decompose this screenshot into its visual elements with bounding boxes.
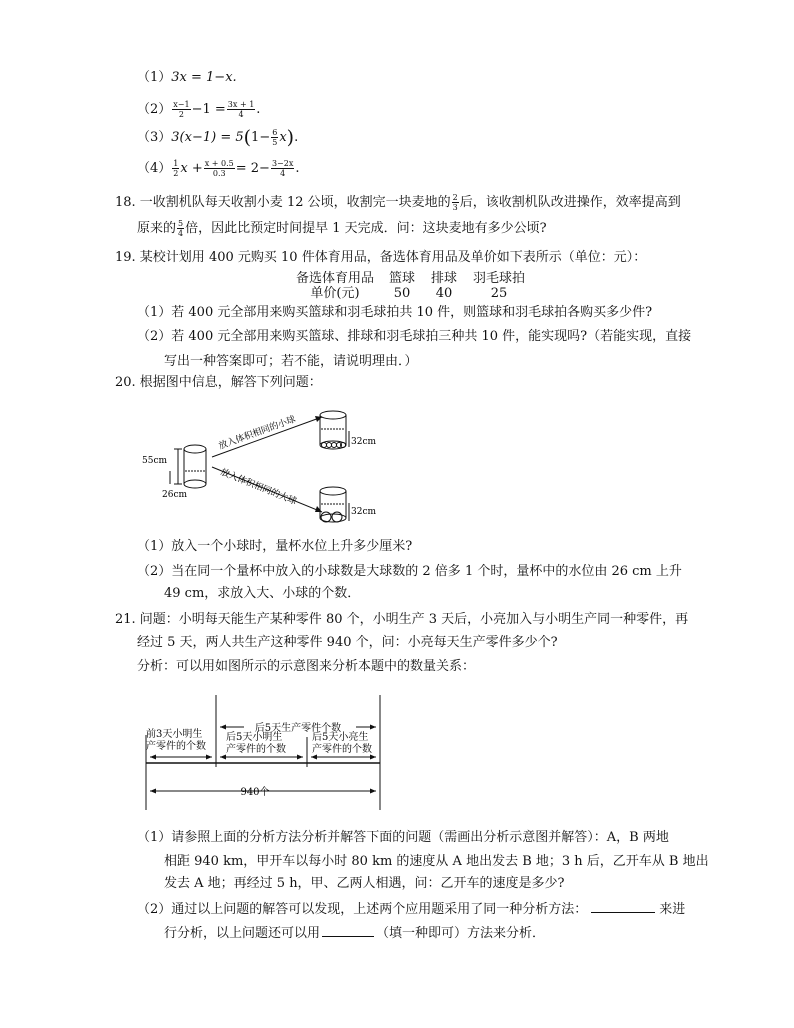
- fraction-denominator: 5: [272, 138, 278, 147]
- q21-analysis: 分析：可以用如图所示的示意图来分析本题中的数量关系：: [137, 659, 476, 674]
- fraction-numerator: x−1: [173, 100, 190, 109]
- paren-close: ): [286, 126, 295, 149]
- analysis-diagram: [140, 695, 390, 813]
- q17-part3-var: x: [279, 130, 287, 145]
- fraction-numerator: x + 0.5: [204, 159, 234, 168]
- q17-part1-num: （1）: [137, 70, 172, 85]
- q20-part1: （1）放入一个小球时，量杯水位上升多少厘米?: [137, 539, 413, 554]
- answer-blank-method[interactable]: [591, 900, 655, 913]
- diagram-label-left-a: 前3天小明生: [146, 729, 203, 740]
- q17-part3: [137, 128, 298, 147]
- label-26cm: 26cm: [162, 490, 188, 500]
- arrow-label-top: 放入体积相同的小球: [217, 414, 298, 452]
- fraction-denominator: 2: [178, 110, 184, 119]
- q18-text-d: 倍，因此比预定时间提早 1 天完成．问：这块麦地有多少公顷?: [185, 221, 547, 236]
- label-55cm: 55cm: [142, 456, 168, 466]
- q21-part1-line2: 相距 940 km，甲开车以每小时 80 km 的速度从 A 地出发去 B 地；3 h 后，乙开车从 B 地出: [164, 854, 709, 869]
- fraction-denominator: 0.3: [212, 169, 226, 178]
- fraction-numerator: 1: [173, 159, 179, 168]
- price-table-header: [288, 271, 532, 286]
- price-table-row: [288, 286, 532, 301]
- q17-part2-num: （2）: [137, 102, 172, 117]
- diagram-label-total: 940个: [240, 787, 270, 798]
- diagram-label-mid-a: 后5天小明生: [226, 732, 283, 743]
- measuring-cup-figure: [140, 405, 390, 530]
- q19-part1: （1）若 400 元全部用来购买篮球和羽毛球拍共 10 件，则篮球和羽毛球拍各购买多少件?: [137, 305, 653, 320]
- q18-line1: [115, 193, 681, 212]
- q17-part1: [137, 69, 237, 87]
- q18-line2: [137, 219, 547, 238]
- q20-stem: 20. 根据图中信息，解答下列问题：: [115, 375, 322, 390]
- arrow-to-top-cup: [212, 417, 322, 457]
- table-header-item: 备选体育用品: [295, 271, 374, 286]
- q17-part4-num: （4）: [137, 161, 172, 176]
- q21-part1-line1: （1）请参照上面的分析方法分析并解答下面的问题（需画出分析示意图并解答）：A，B 两地: [137, 830, 669, 845]
- table-cell-price: 40: [435, 286, 453, 301]
- measuring-cup-big-balls: [320, 487, 346, 522]
- table-header-racket: 羽毛球拍: [472, 271, 525, 286]
- q17-part1-eq: 3x = 1−x.: [171, 70, 237, 85]
- q21-part2-line2: [164, 924, 545, 943]
- q21-part2-line1: [137, 900, 685, 919]
- fraction: [271, 128, 278, 147]
- answer-blank-alternative[interactable]: [322, 924, 374, 937]
- fraction-numerator: 3−2x: [271, 159, 294, 168]
- q17-part4-b: = 2−: [235, 161, 270, 176]
- fraction: [204, 159, 235, 178]
- diagram-label-right-a: 后5天小亮生: [312, 732, 369, 743]
- q17-part3-end: .: [294, 130, 299, 145]
- q18-text-a: 18. 一收割机队每天收割小麦 12 公顷，收割完一块麦地的: [115, 195, 451, 210]
- q17-part2-end: .: [256, 102, 261, 117]
- q20-part2-line2: 49 cm，求放入大、小球的个数．: [164, 586, 361, 601]
- q21-line1: 21. 问题：小明每天能生产某种零件 80 个，小明生产 3 天后，小亮加入与小明生产同一种零件，再: [115, 612, 689, 627]
- table-header-basketball: 篮球: [388, 271, 415, 286]
- q21-part2-text-b: 来进: [659, 902, 686, 917]
- diagram-label-left-b: 产零件的个数: [146, 741, 206, 752]
- fraction-numerator: 3x + 1: [227, 100, 255, 109]
- fraction: [172, 100, 190, 119]
- diagram-label-mid-b: 产零件的个数: [226, 744, 286, 755]
- fraction: [227, 100, 255, 119]
- fraction-denominator: 4: [280, 169, 286, 178]
- fraction: [177, 219, 184, 238]
- fraction-numerator: 6: [272, 128, 278, 137]
- q21-line2: 经过 5 天，两人共生产这种零件 940 个，问：小亮每天生产零件多少个?: [137, 635, 558, 650]
- paren-open: (: [243, 126, 252, 149]
- table-header-volleyball: 排球: [430, 271, 457, 286]
- q21-part2-text-a: （2）通过以上问题的解答可以发现，上述两个应用题采用了同一种分析方法：: [137, 902, 588, 917]
- q19-stem: 19. 某校计划用 400 元购买 10 件体育用品，备选体育用品及单价如下表所示（单位：元）：: [115, 250, 647, 265]
- q21-part2-text-c: 行分析，以上问题还可以用: [164, 926, 321, 941]
- q18-text-b: 后，该收割机队改进操作，效率提高到: [459, 195, 681, 210]
- q21-part2-text-d: （填一种即可）方法来分析．: [376, 926, 546, 941]
- q17-part4-end: .: [295, 161, 300, 176]
- diagram-label-right-b: 产零件的个数: [312, 744, 372, 755]
- fraction: [172, 159, 179, 178]
- label-32cm-bottom: 32cm: [351, 507, 377, 517]
- fraction-denominator: 4: [178, 229, 184, 238]
- label-32cm-top: 32cm: [351, 437, 377, 447]
- q20-part2-line1: （2）当在同一个量杯中放入的小球数是大球数的 2 倍多 1 个时，量杯中的水位由 26 cm 上升: [137, 564, 682, 579]
- fraction-denominator: 2: [173, 169, 179, 178]
- table-cell-price: 25: [490, 286, 508, 301]
- q17-part3-num: （3）: [137, 130, 172, 145]
- fraction: [452, 193, 459, 212]
- q17-part2: [137, 100, 260, 119]
- measuring-cup-left: [184, 445, 206, 488]
- fraction-numerator: 2: [452, 193, 458, 202]
- table-cell-price: 50: [393, 286, 411, 301]
- fraction: [271, 159, 294, 178]
- fraction-denominator: 3: [452, 203, 458, 212]
- measuring-cup-small-balls: [320, 411, 346, 449]
- q17-part3-pre: 3(x−1) = 5: [171, 130, 244, 145]
- q17-part4-a: x +: [180, 161, 203, 176]
- arrow-label-bottom: 放入体积相同的大球: [218, 467, 298, 508]
- fraction-numerator: 5: [178, 219, 184, 228]
- q17-part3-inner: 1−: [251, 130, 271, 145]
- q17-part4: [137, 159, 300, 178]
- q19-part2-line1: （2）若 400 元全部用来购买篮球、排球和羽毛球拍三种共 10 件，能实现吗?（若能实现，直接: [137, 329, 692, 344]
- fraction-denominator: 4: [238, 110, 244, 119]
- q21-part1-line3: 发去 A 地；再经过 5 h，甲、乙两人相遇，问：乙开车的速度是多少?: [164, 876, 565, 891]
- q19-part2-line2: 写出一种答案即可；若不能，请说明理由．）: [164, 354, 418, 369]
- q18-text-c: 原来的: [137, 221, 177, 236]
- diagram-label-top: 后5天生产零件个数: [254, 723, 342, 734]
- table-cell-label: 单价(元): [310, 286, 360, 301]
- q17-part2-mid: −1 =: [191, 102, 226, 117]
